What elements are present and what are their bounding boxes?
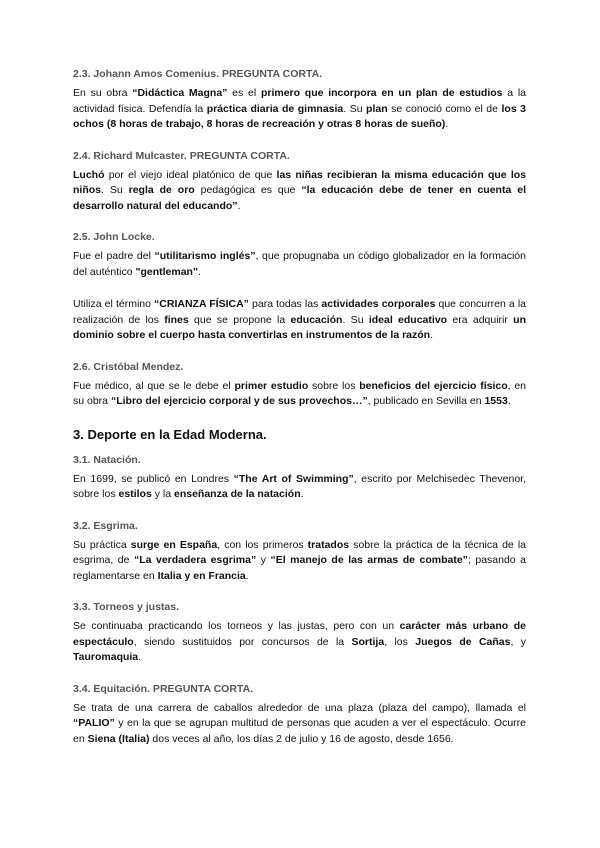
heading-mulcaster: 2.4. Richard Mulcaster. PREGUNTA CORTA. [73,149,290,162]
heading-mendez: 2.6. Cristóbal Mendez. [73,360,184,373]
paragraph-esgrima: Su práctica surge en España, con los primeros tratados sobre la práctica de la técnica de la esgrima, de “La verdadera esgrima” y “El manejo de las armas de combate”; pasando a reglamentarse en Italia y en Francia. [73,538,527,582]
heading-natacion: 3.1. Natación. [73,453,141,466]
heading-esgrima: 3.2. Esgrima. [73,519,138,532]
paragraph-locke-2: Utiliza el término “CRIANZA FÍSICA” para todas las actividades corporales que concurren a la realización de los fines que se propone la educación. Su ideal educativo era adquirir un dominio sobre el cuerpo hasta convertirlas en instrumentos de la razón. [73,298,526,341]
paragraph-mulcaster: Luchó por el viejo ideal platónico de que las niñas recibieran la misma educación que los niños. Su regla de oro pedagógica es que “la educación debe de tener en cuenta el desarrollo natural del educando”. [73,168,526,212]
paragraph-comenius: En su obra “Didáctica Magna” es el primero que incorpora en un plan de estudios a la actividad física. Defendía la práctica diaria de gimnasia. Su plan se conoció como el de los 3 ochos (8 horas de trabajo, 8 horas de recreación y otras 8 horas de sueño). [73,87,527,130]
heading-comenius: 2.3. Johann Amos Comenius. PREGUNTA CORTA. [73,68,323,80]
paragraph-torneos: Se continuaba practicando los torneos y las justas, pero con un carácter más urbano de espectáculo, siendo sustituidos por concursos de la Sortija, los Juegos de Cañas, y Tauromaquia. [73,620,527,663]
heading-torneos: 3.3. Torneos y justas. [73,601,180,613]
paragraph-natacion: En 1699, se publicó en Londres “The Art of Swimming”, escrito por Melchisedec Thevenor, sobre los estilos y la enseñanza de la natación. [73,472,526,500]
document-content [73,68,526,764]
heading-equitacion: 3.4. Equitación. PREGUNTA CORTA. [73,682,254,695]
paragraph-equitacion: Se trata de una carrera de caballos alrededor de una plaza (plaza del campo), llamada el “PALIO” y en la que se agrupan multitud de personas que acuden a ver el espectáculo. Ocurre en Siena (Italia) dos veces al año, los días 2 de julio y 16 de agosto, desde 1656. [73,701,526,745]
chapter-title: 3. Deporte en la Edad Moderna. [73,426,267,442]
paragraph-locke-1: Fue el padre del “utilitarismo inglés”, que propugnaba un código globalizador en la formación del auténtico "gentleman". [73,250,526,278]
paragraph-mendez: Fue médico, al que se le debe el primer estudio sobre los beneficios del ejercicio físico, en su obra “Libro del ejercicio corporal y de sus provechos…”, publicado en Sevilla en 1553. [73,379,526,407]
heading-locke: 2.5. John Locke. [73,231,155,243]
